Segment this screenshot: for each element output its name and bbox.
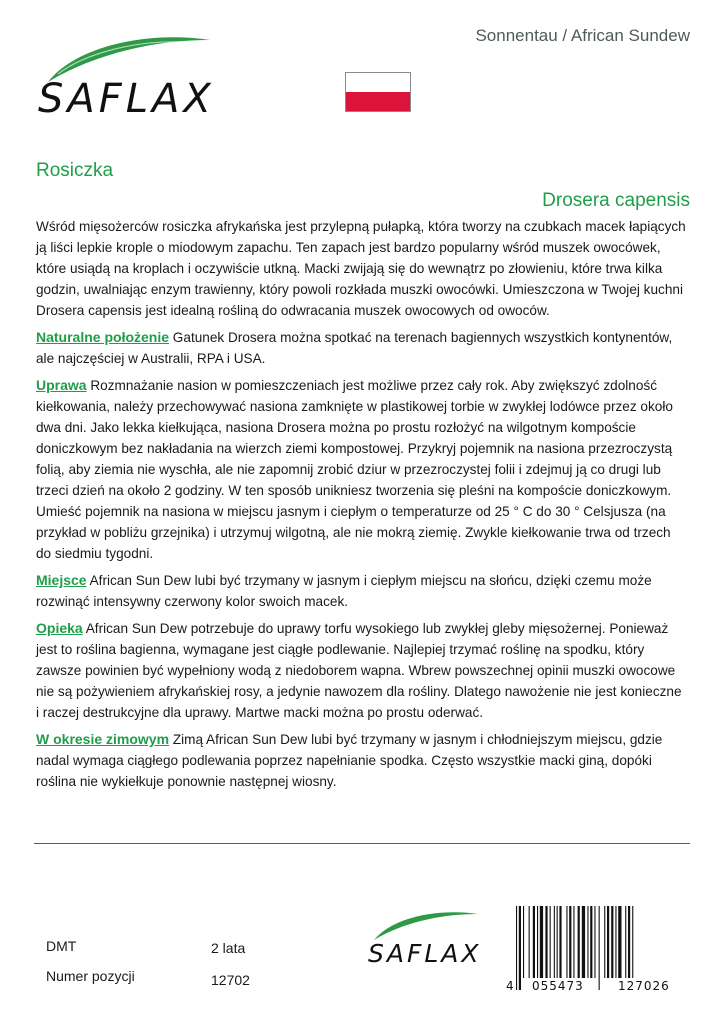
logo-wordmark: SAFLAX	[38, 76, 215, 122]
section-heading: Uprawa	[36, 377, 87, 393]
section-text: Gatunek Drosera można spotkać na terenach bagiennych wszystkich kontynentów, ale najczęściej w Australii, RPA i USA.	[36, 330, 673, 366]
position-label: Numer pozycji	[46, 968, 135, 984]
barcode-digit-lead: 4	[506, 979, 514, 993]
intro-paragraph: Wśród mięsożerców rosiczka afrykańska jest przylepną pułapką, która tworzy na czubkach macek łapiących ją liści lepkie krople o miodowym zapachu. Ten zapach jest bardzo popularny wśród muszek owocówek, które usiądą na kroplach i oczywiście utkną. Macki zwijają się do wewnątrz po złowieniu, które trwa kilka godzin, uwalniając enzym trawienny, który powoli rozkłada muszki owocówki. Umieszczona w Twojej kuchni Drosera capensis jest idealną rośliną do odwracania muszek owocowych od owoców.	[36, 219, 686, 318]
barcode-digit-group-1: 055473	[532, 979, 584, 993]
section-care	[36, 618, 688, 723]
section-text: African Sun Dew lubi być trzymany w jasnym i ciepłym miejscu na słońcu, dzięki czemu może rozwinąć intensywny czerwony kolor swoich macek.	[36, 573, 652, 609]
dmt-value: 2 lata	[211, 940, 246, 956]
product-line: Sonnentau / African Sundew	[475, 26, 690, 45]
dmt-label: DMT	[46, 938, 77, 954]
position-value: 12702	[211, 972, 250, 988]
section-heading: Miejsce	[36, 572, 87, 588]
saflax-logo-small	[366, 904, 492, 968]
section-natural-habitat	[36, 327, 688, 369]
poland-flag-icon	[345, 72, 411, 112]
section-text: Rozmnażanie nasion w pomieszczeniach jest możliwe przez cały rok. Aby zwiększyć zdolność kiełkowania, należy przechowywać nasiona zamknięte w plastikowej torbie w zwykłej lodówce przez około dwa dni. Jako lekka kiełkująca, nasiona Drosera można po prostu rozłożyć na wilgotnym kompoście doniczkowym bez nakładania na wierzch ziemi kompostowej. Przykryj pojemnik na nasiona przezroczystą folią, aby ziemia nie wyschła, ale nie zapomnij zrobić dziur w przezroczystej folii i zdejmuj ją co drugi lub trzeci dzień na około 2 godziny. W ten sposób unikniesz tworzenia się pleśni na kompoście doniczkowym. Umieść pojemnik na nasiona w miejscu jasnym i ciepłym o temperaturze od 25 ° C do 30 ° Celsjusza (na przykład w pobliżu grzejnika) i utrzymuj wilgotną, ale nie mokrą ziemię. Zwykle kiełkowanie trwa od trzech do siedmiu tygodni.	[36, 378, 673, 561]
section-heading: Naturalne położenie	[36, 329, 170, 345]
section-text: African Sun Dew potrzebuje do uprawy torfu wysokiego lub zwykłej gleby mięsożernej. Ponieważ jest to roślina bagienna, wymagane jest ciągłe podlewanie. Najlepiej trzymać roślinę na spodku, który zawsze powinien być wypełniony wodą z niedoborem wapna. Wbrew powszechnej opinii muszki owocowe nie są pożywieniem afrykańskiej rosy, a jedynie nawozem dla rośliny. Dlatego nawożenie nie jest konieczne i raczej destrukcyjne dla uprawy. Martwe macki można po prostu oderwać.	[36, 621, 682, 720]
section-heading: Opieka	[36, 620, 83, 636]
saflax-logo	[34, 24, 234, 124]
barcode-digit-group-2: 127026	[618, 979, 670, 993]
section-text: Zimą African Sun Dew lubi być trzymany w jasnym i chłodniejszym miejscu, gdzie nadal wymaga ciągłego podlewania poprzez napełnianie spodka. Często wszystkie macki giną, dopóki roślina nie wykiełkuje ponownie następnej wiosny.	[36, 732, 663, 789]
logo-leaf-swoosh	[374, 912, 478, 940]
logo-wordmark: SAFLAX	[368, 939, 482, 968]
description-body	[36, 216, 688, 798]
section-winter	[36, 729, 688, 792]
section-cultivation	[36, 375, 688, 564]
page-title: Rosiczka	[36, 160, 114, 181]
barcode	[506, 902, 692, 998]
divider	[34, 843, 690, 844]
section-location	[36, 570, 688, 612]
section-heading: W okresie zimowym	[36, 731, 170, 747]
latin-name: Drosera capensis	[542, 190, 690, 211]
barcode-bars	[516, 906, 633, 990]
